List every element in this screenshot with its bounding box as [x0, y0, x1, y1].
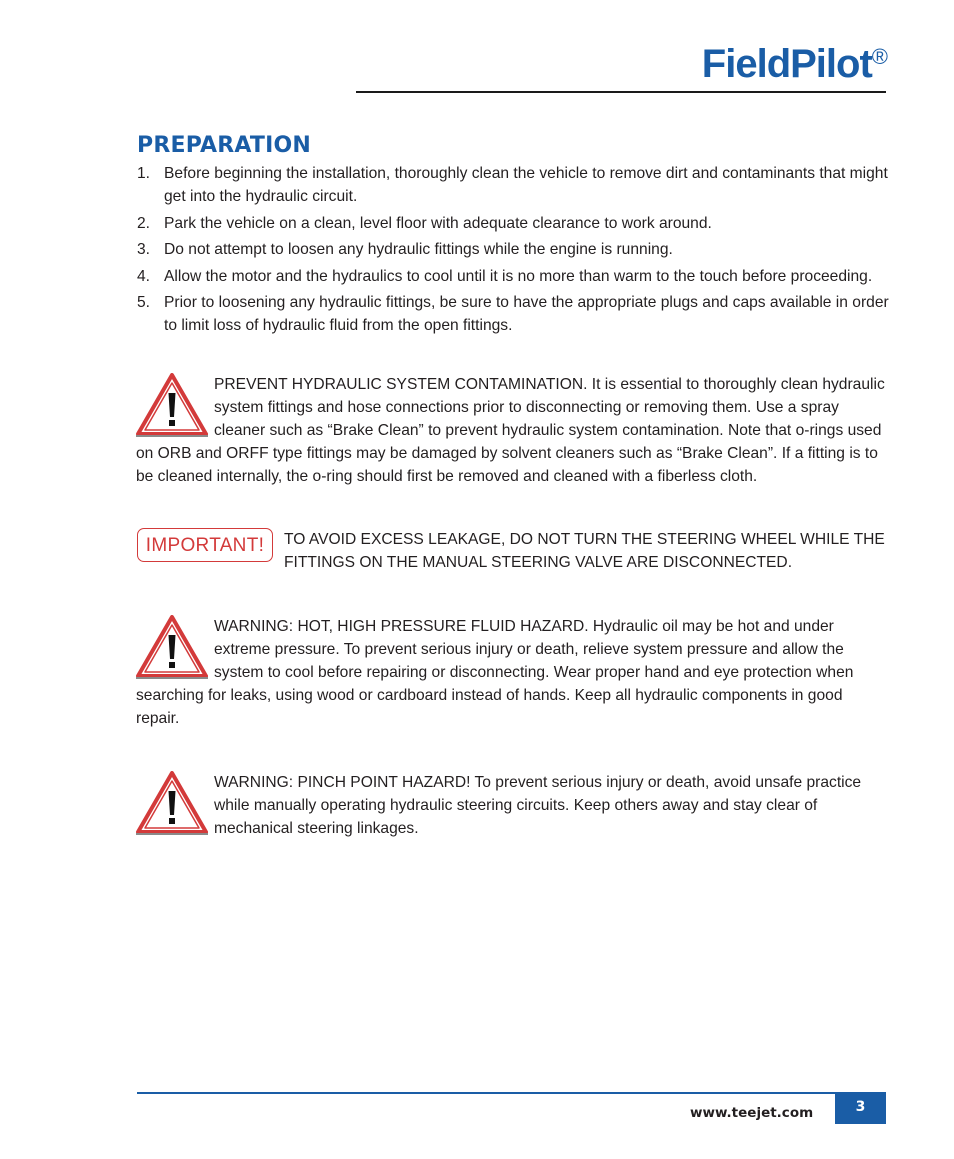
preparation-steps — [137, 162, 889, 341]
step-number: 3. — [137, 241, 151, 258]
contamination-notice — [136, 373, 888, 488]
step-text: Park the vehicle on a clean, level floor with adequate clearance to work around. — [164, 214, 712, 232]
important-notice — [137, 528, 889, 574]
pinch-point-warning — [136, 771, 888, 840]
notice-text: TO AVOID EXCESS LEAKAGE, DO NOT TURN THE STEERING WHEEL WHILE THE FITTINGS ON THE MANUAL STEERING VALVE ARE DISCONNECTED. — [284, 531, 885, 571]
step-number: 4. — [137, 267, 151, 285]
step-number: 1. — [137, 165, 151, 182]
page-number: 3 — [835, 1094, 886, 1124]
notice-text: WARNING: PINCH POINT HAZARD! To prevent serious injury or death, avoid unsafe practice while manually operating hydraulic steering circuits. Keep others away and stay clear of mechanical steering linkages. — [214, 774, 862, 837]
footer-url: www.teejet.com — [690, 1105, 814, 1121]
warning-triangle-icon — [136, 615, 208, 680]
brand-name: FieldPilot — [701, 42, 872, 86]
list-item — [137, 265, 889, 288]
step-text: Allow the motor and the hydraulics to cool until it is no more than warm to the touch before proceeding. — [164, 267, 873, 285]
section-title: PREPARATION — [137, 133, 311, 158]
registered-mark: ® — [871, 44, 887, 69]
list-item — [137, 162, 889, 208]
important-badge: IMPORTANT! — [137, 528, 273, 562]
brand-logo — [702, 44, 887, 84]
list-item — [137, 212, 889, 235]
notice-text: WARNING: HOT, HIGH PRESSURE FLUID HAZARD. Hydraulic oil may be hot and under extreme pressure. To prevent serious injury or death, relieve system pressure and allow the system to cool before repairing or disconnecting. Wear proper hand and eye protection when searching for leaks, using wood or cardboard instead of hands. Keep all hydraulic components in good repair. — [136, 618, 854, 727]
footer-divider — [137, 1092, 886, 1094]
step-text: Before beginning the installation, thoroughly clean the vehicle to remove dirt and contaminants that might get into the hydraulic circuit. — [164, 165, 888, 205]
warning-triangle-icon — [136, 771, 208, 836]
notice-text: PREVENT HYDRAULIC SYSTEM CONTAMINATION. It is essential to thoroughly clean hydraulic system fittings and hose connections prior to disconnecting or removing them. Use a spray cleaner such as “Brake Clean” to prevent hydraulic system contamination. Note that o-rings used on ORB and ORFF type fittings may be damaged by solvent cleaners such as “Brake Clean”. If a fitting is to be cleaned internally, the o-ring should first be removed and cleaned with a fiberless cloth. — [136, 376, 885, 485]
list-item — [137, 291, 889, 337]
warning-triangle-icon — [136, 373, 208, 438]
step-number: 5. — [137, 294, 151, 311]
header-divider — [356, 91, 886, 93]
step-number: 2. — [137, 214, 151, 232]
hot-fluid-warning — [136, 615, 888, 730]
step-text: Prior to loosening any hydraulic fittings, be sure to have the appropriate plugs and caps available in order to limit loss of hydraulic fluid from the open fittings. — [164, 294, 889, 334]
list-item — [137, 238, 889, 261]
step-text: Do not attempt to loosen any hydraulic fittings while the engine is running. — [164, 241, 673, 258]
